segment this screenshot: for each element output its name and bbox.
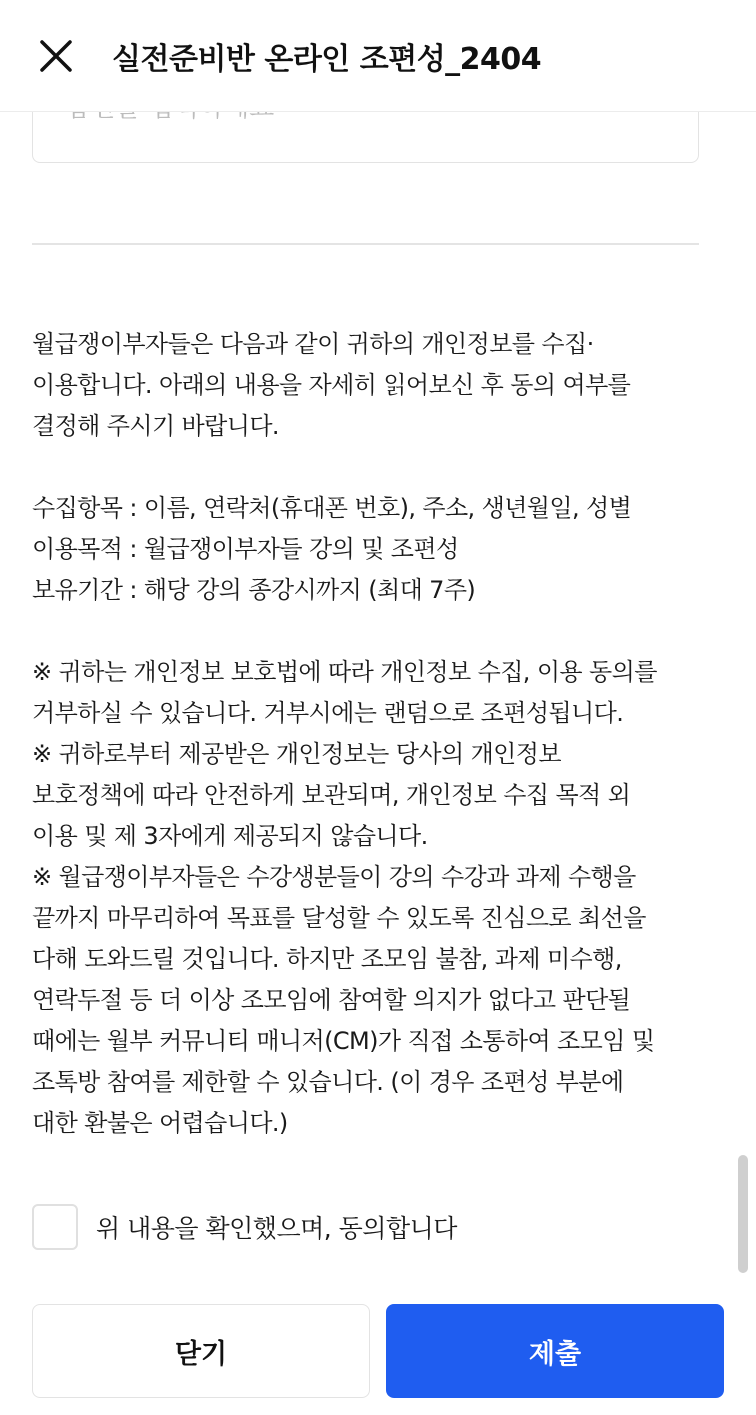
- answer-input[interactable]: [32, 112, 699, 163]
- notice-gap: [32, 447, 712, 488]
- notice-line: 다해 도와드릴 것입니다. 하지만 조모임 불참, 과제 미수행,: [32, 945, 622, 973]
- header-bar: [0, 0, 756, 112]
- close-dialog-button[interactable]: 닫기: [32, 1304, 370, 1398]
- notice-line: 보유기간 : 해당 강의 종강시까지 (최대 7주): [32, 576, 476, 604]
- close-button[interactable]: [36, 36, 76, 76]
- notice-line: 결정해 주시기 바랍니다.: [32, 412, 279, 440]
- notice-line: ※ 귀하로부터 제공받은 개인정보는 당사의 개인정보: [32, 740, 561, 768]
- agree-checkbox[interactable]: [32, 1204, 78, 1250]
- notice-line: 이용 및 제 3자에게 제공되지 않습니다.: [32, 822, 428, 850]
- notice-line: 거부하실 수 있습니다. 거부시에는 랜덤으로 조편성됩니다.: [32, 699, 624, 727]
- notice-line: 이용합니다. 아래의 내용을 자세히 읽어보신 후 동의 여부를: [32, 371, 631, 399]
- footer-bar: [0, 1287, 756, 1415]
- close-icon: [36, 36, 76, 76]
- notice-line: 수집항목 : 이름, 연락처(휴대폰 번호), 주소, 생년월일, 성별: [32, 494, 632, 522]
- section-divider: [32, 243, 699, 245]
- notice-line: 끝까지 마무리하여 목표를 달성할 수 있도록 진심으로 최선을: [32, 904, 646, 932]
- notice-line: 대한 환불은 어렵습니다.): [32, 1109, 288, 1137]
- notice-gap: [32, 611, 712, 652]
- submit-button[interactable]: 제출: [386, 1304, 724, 1398]
- notice-line: 조톡방 참여를 제한할 수 있습니다. (이 경우 조편성 부분에: [32, 1068, 624, 1096]
- page-title: 실전준비반 온라인 조편성_2404: [112, 42, 542, 77]
- agree-label: 위 내용을 확인했으며, 동의합니다: [96, 1214, 457, 1243]
- notice-line: ※ 월급쟁이부자들은 수강생분들이 강의 수강과 과제 수행을: [32, 863, 636, 891]
- privacy-notice: [32, 324, 712, 1144]
- notice-line: 연락두절 등 더 이상 조모임에 참여할 의지가 없다고 판단될: [32, 986, 631, 1014]
- notice-line: 월급쟁이부자들은 다음과 같이 귀하의 개인정보를 수집·: [32, 330, 594, 358]
- form-content[interactable]: [0, 112, 756, 1287]
- agree-row[interactable]: [32, 1204, 457, 1250]
- notice-line: 때에는 월부 커뮤니티 매니저(CM)가 직접 소통하여 조모임 및: [32, 1027, 655, 1055]
- notice-line: 이용목적 : 월급쟁이부자들 강의 및 조편성: [32, 535, 459, 563]
- notice-line: ※ 귀하는 개인정보 보호법에 따라 개인정보 수집, 이용 동의를: [32, 658, 657, 686]
- scrollbar[interactable]: [738, 1155, 748, 1273]
- notice-line: 보호정책에 따라 안전하게 보관되며, 개인정보 수집 목적 외: [32, 781, 631, 809]
